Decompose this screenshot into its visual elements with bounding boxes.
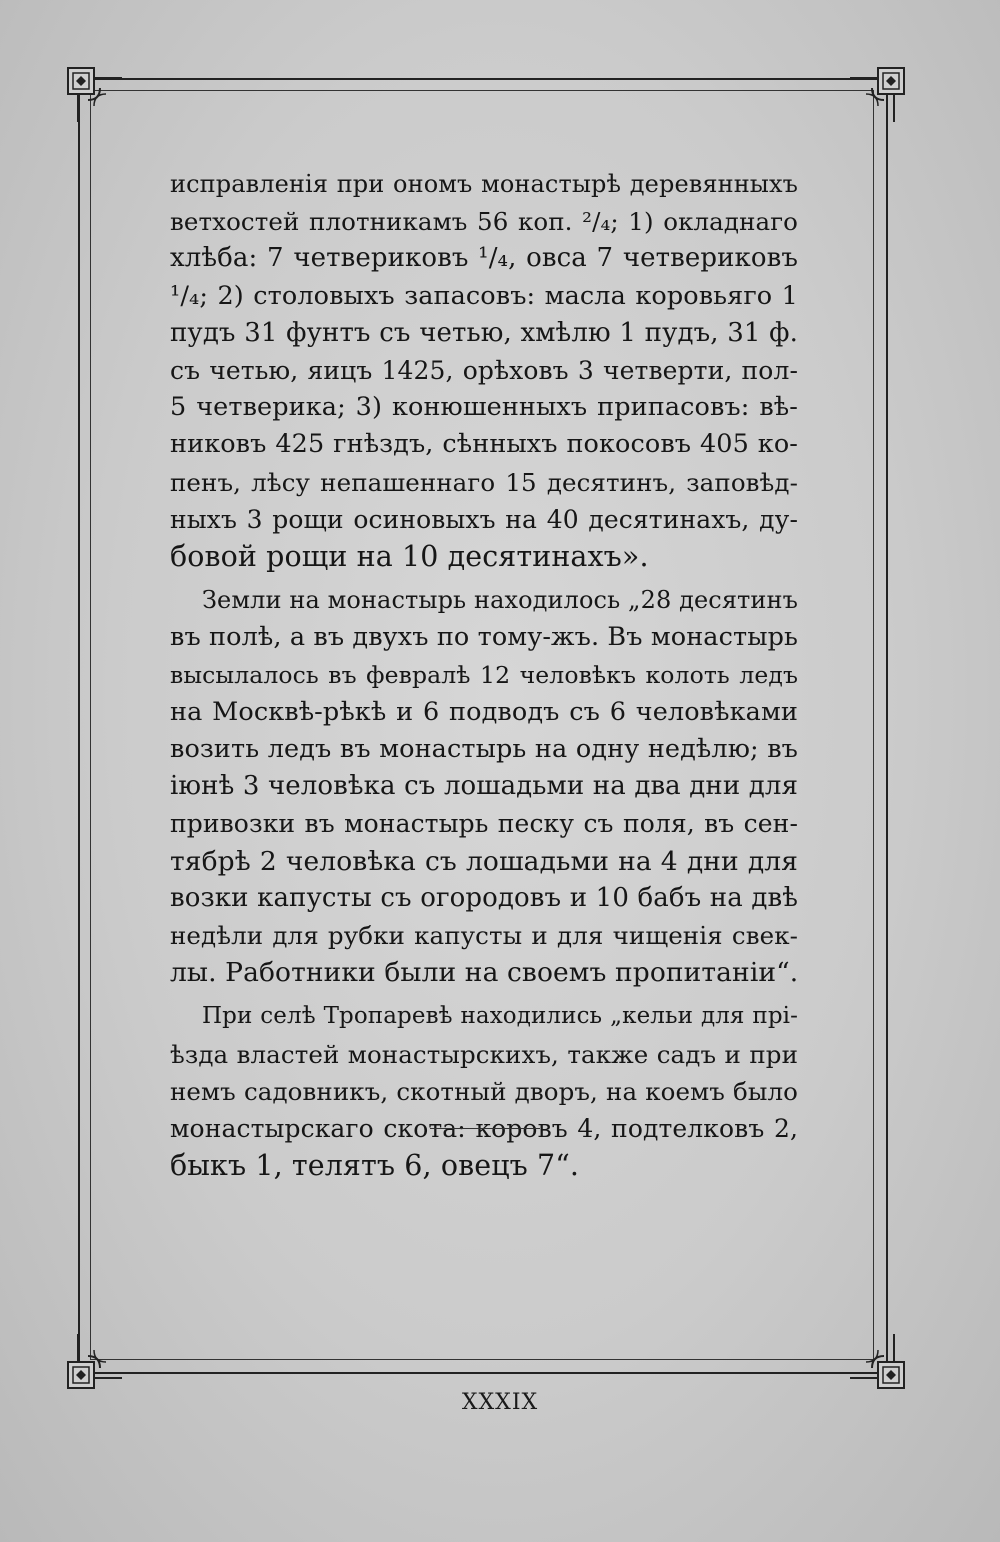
text-line: исправленія при ономъ монастырѣ деревянныхъ: [170, 170, 798, 198]
text-line: пенъ, лѣсу непашеннаго 15 десятинъ, заповѣд-: [170, 467, 798, 497]
text-line: въ полѣ, а въ двухъ по тому-жъ. Въ монастырь: [170, 622, 798, 653]
text-line: высылалось въ февралѣ 12 человѣкъ колоть ледъ: [170, 660, 798, 689]
text-line: тябрѣ 2 человѣка съ лошадьми на 4 дни для: [170, 845, 798, 877]
text-line: недѣли для рубки капусты и для чищенія свек-: [170, 921, 798, 951]
text-line: возки капусты съ огородовъ и 10 бабъ на двѣ: [170, 882, 798, 913]
text-line: никовъ 425 гнѣздъ, сѣнныхъ покосовъ 405 ко-: [170, 429, 798, 460]
section-divider: [430, 1128, 540, 1129]
frame-corner-ornament-icon: [66, 66, 124, 124]
paragraph: [170, 166, 798, 575]
text-line: возить ледъ въ монастырь на одну недѣлю; въ: [170, 734, 798, 765]
text-line: бовой рощи на 10 десятинахъ».: [170, 540, 649, 574]
text-line: привозки въ монастырь песку съ поля, въ сен-: [170, 809, 798, 839]
page-number: XXXIX: [461, 1390, 539, 1415]
text-line: хлѣба: 7 четвериковъ ¹/₄, овса 7 четвериковъ: [170, 243, 798, 274]
paragraph: [170, 582, 798, 991]
body-text: [170, 166, 798, 1184]
frame-corner-ornament-icon: [848, 66, 906, 124]
text-line: 5 четверика; 3) конюшенныхъ припасовъ: вѣ-: [170, 392, 798, 423]
paragraph: [170, 998, 798, 1184]
text-line: іюнѣ 3 человѣка съ лошадьми на два дни для: [170, 771, 798, 802]
text-line: ветхостей плотникамъ 56 коп. ²/₄; 1) окладнаго: [170, 207, 798, 237]
frame-corner-ornament-icon: [848, 1332, 906, 1390]
text-line: на Москвѣ-рѣкѣ и 6 подводъ съ 6 человѣками: [170, 696, 798, 727]
text-line: ныхъ 3 рощи осиновыхъ на 40 десятинахъ, ду-: [170, 504, 798, 534]
text-line: быкъ 1, телятъ 6, овецъ 7“.: [170, 1149, 580, 1183]
text-line: При селѣ Тропаревѣ находились „кельи для прі-: [202, 1003, 798, 1030]
text-line: ¹/₄; 2) столовыхъ запасовъ: масла коровьяго 1: [170, 280, 798, 311]
text-line: монастырскаго скота: коровъ 4, подтелковъ 2,: [170, 1114, 798, 1144]
text-line: съ четью, яицъ 1425, орѣховъ 3 четверти, пол-: [170, 356, 798, 386]
text-line: лы. Работники были на своемъ пропитаніи“.: [170, 957, 799, 989]
frame-corner-ornament-icon: [66, 1332, 124, 1390]
text-line: немъ садовникъ, скотный дворъ, на коемъ было: [170, 1076, 798, 1106]
text-line: Земли на монастырь находилось „28 десятинъ: [202, 586, 798, 615]
text-line: пудъ 31 фунтъ съ четью, хмѣлю 1 пудъ, 31 ф.: [170, 317, 798, 348]
text-line: ѣзда властей монастырскихъ, также садъ и при: [170, 1039, 798, 1069]
